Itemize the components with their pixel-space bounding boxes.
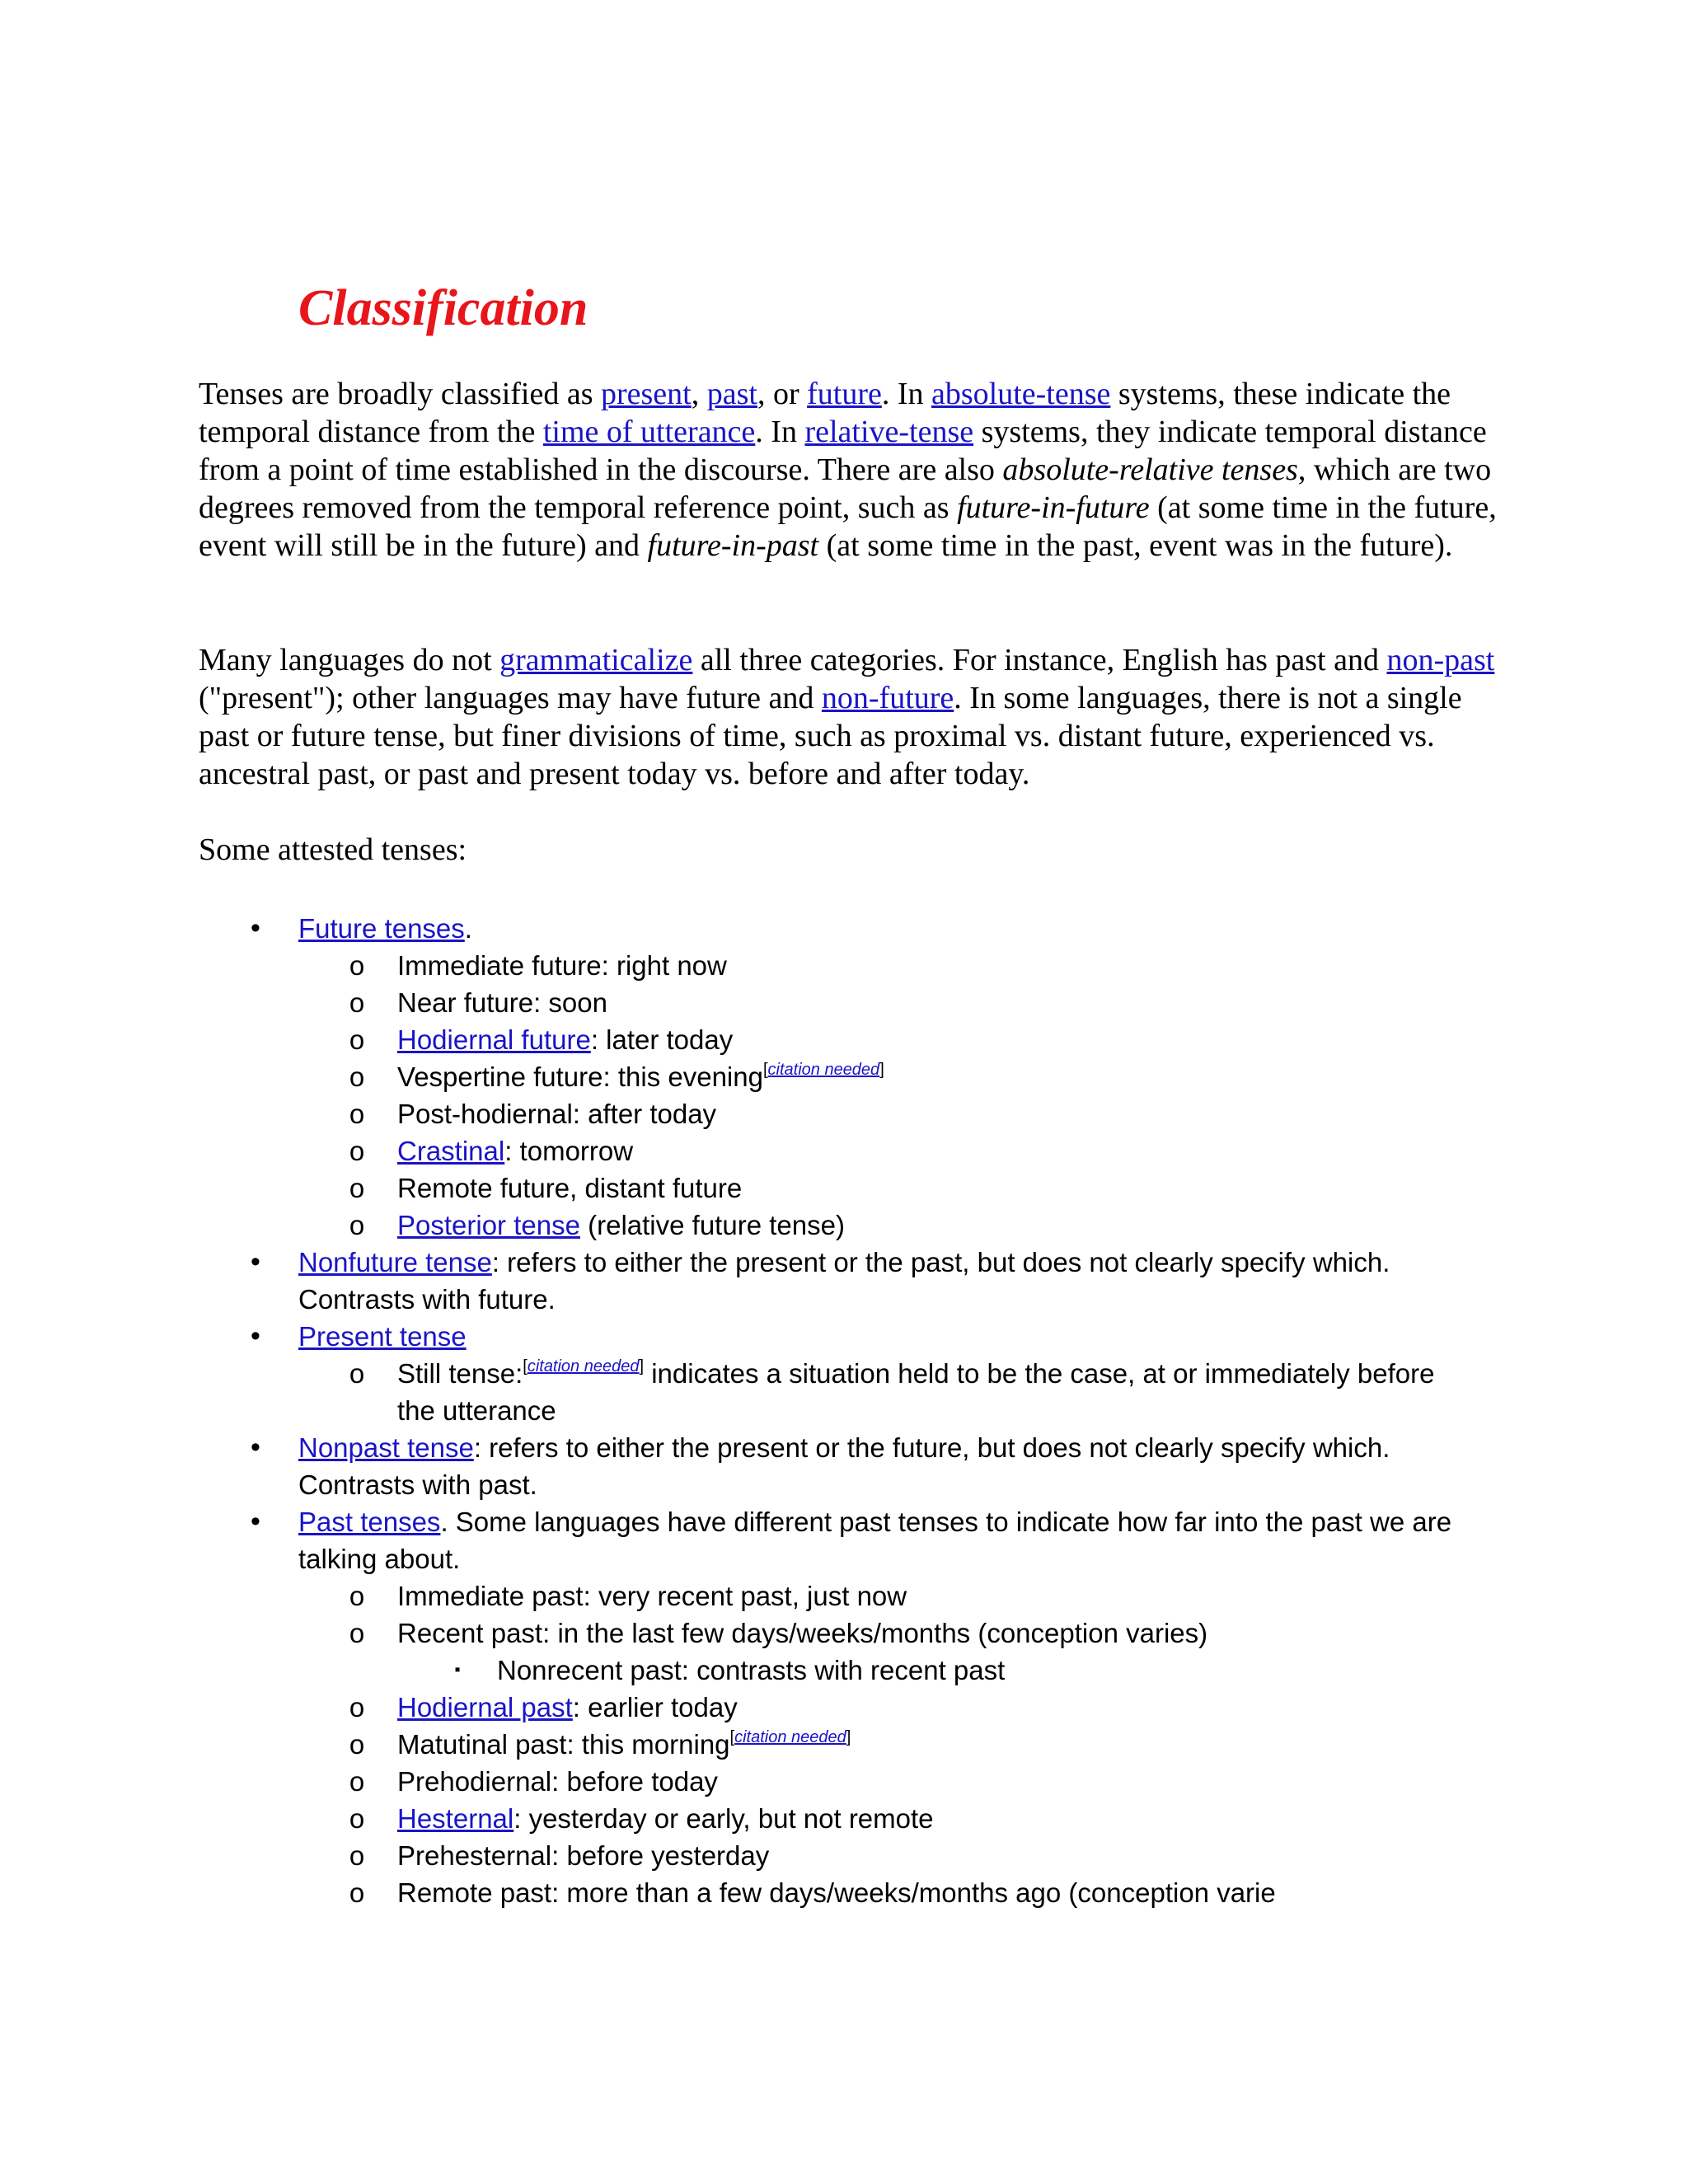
list-item-text-continued: Contrasts with future. <box>298 1284 556 1315</box>
bullet-circle-icon: o <box>349 1766 365 1797</box>
text-run: Immediate past: very recent past, just now <box>397 1581 907 1611</box>
text-run: Matutinal past: this morning <box>397 1729 730 1760</box>
list-item-text <box>397 1095 716 1132</box>
list-item-text <box>397 1689 738 1726</box>
bullet-circle-icon: o <box>349 1062 365 1092</box>
text-run: . Some languages have different past tenses to indicate how far into the past we are <box>440 1507 1452 1537</box>
link-present[interactable]: present <box>601 377 692 411</box>
list-item-text <box>298 1503 1451 1540</box>
link-hesternal[interactable]: Hesternal <box>397 1803 514 1834</box>
list-item <box>0 1763 1688 1800</box>
text-run: Recent past: in the last few days/weeks/months (conception varies) <box>397 1618 1208 1648</box>
text-run: (at some time in the past, event was in the future). <box>818 528 1453 563</box>
list-item-text <box>397 1615 1207 1652</box>
text-run: Many languages do not <box>199 643 500 677</box>
list-item-text <box>397 1726 851 1763</box>
list-item-text <box>397 1800 934 1837</box>
list-item-text <box>298 1244 1390 1281</box>
link-future[interactable]: future <box>807 377 882 411</box>
italic-term: future-in-past <box>647 528 819 563</box>
list-item-continuation <box>0 1392 1688 1429</box>
bullet-circle-icon: o <box>349 1803 365 1834</box>
text-run: (at some time in the future, event will still be in the future) and <box>199 490 1497 563</box>
list-item <box>0 1021 1688 1058</box>
list-item-text <box>397 1169 742 1207</box>
text-run: : refers to either the present or the past, but does not clearly specify which. <box>491 1247 1390 1277</box>
text-run: Near future: soon <box>397 987 607 1018</box>
citation-needed-note: [citation needed] <box>762 1061 884 1079</box>
text-run: Tenses are broadly classified as <box>199 377 601 411</box>
list-item <box>0 1577 1688 1615</box>
text-run: , <box>691 377 707 411</box>
bullet-circle-icon: o <box>349 950 365 981</box>
paragraph-attested-intro <box>199 831 1501 869</box>
text-run: Post-hodiernal: after today <box>397 1099 717 1129</box>
text-run: Some attested tenses: <box>199 832 467 867</box>
link-absolute-tense[interactable]: absolute-tense <box>931 377 1111 411</box>
list-item <box>0 1689 1688 1726</box>
section-heading: Classification <box>298 280 588 336</box>
text-run: Remote future, distant future <box>397 1173 743 1203</box>
list-item <box>0 910 1688 947</box>
text-run: (relative future tense) <box>579 1210 845 1240</box>
list-item <box>0 1615 1688 1652</box>
list-item-text <box>397 1837 769 1874</box>
citation-needed-note: [citation needed] <box>729 1728 851 1746</box>
list-item-text <box>397 1207 845 1244</box>
list-item-text <box>397 1132 633 1169</box>
text-run: systems, they indicate temporal distance from a point of time established in the discourse. There are also <box>199 415 1487 487</box>
text-run: . In some languages, there is not a single past or future tense, but finer divisions of time, such as proximal vs. distant future, experienced vs. ancestral past, or past and present today vs. before and after today. <box>199 681 1462 791</box>
bullet-disc-icon: • <box>251 1320 260 1352</box>
list-item <box>0 947 1688 984</box>
link-grammaticalize[interactable]: grammaticalize <box>499 643 693 677</box>
list-item <box>0 1355 1688 1392</box>
bullet-circle-icon: o <box>349 1692 365 1722</box>
link-crastinal[interactable]: Crastinal <box>397 1136 505 1166</box>
bullet-circle-icon: o <box>349 1581 365 1611</box>
italic-term: future-in-future <box>957 490 1150 525</box>
list-item-text <box>397 1577 907 1615</box>
list-item <box>0 1800 1688 1837</box>
bullet-circle-icon: o <box>349 1136 365 1166</box>
citation-needed-link[interactable]: citation needed <box>527 1357 640 1376</box>
link-future-tenses[interactable]: Future tenses <box>298 913 465 944</box>
list-item-text <box>397 1021 733 1058</box>
bullet-circle-icon: o <box>349 1877 365 1908</box>
bullet-circle-icon: o <box>349 1099 365 1129</box>
list-item-continuation <box>0 1281 1688 1318</box>
list-item-continuation <box>0 1540 1688 1577</box>
link-past-tenses[interactable]: Past tenses <box>298 1507 441 1537</box>
bullet-disc-icon: • <box>251 912 260 944</box>
bullet-circle-icon: o <box>349 1840 365 1871</box>
list-item-text-continued: the utterance <box>397 1395 556 1426</box>
bullet-circle-icon: o <box>349 987 365 1018</box>
list-item <box>0 1874 1688 1911</box>
link-time-of-utterance[interactable]: time of utterance <box>542 415 756 449</box>
list-item-continuation <box>0 1466 1688 1503</box>
text-run: : earlier today <box>572 1692 738 1722</box>
list-item <box>0 1095 1688 1132</box>
text-run: . In <box>755 415 805 449</box>
text-run: , or <box>757 377 808 411</box>
text-run: ("present"); other languages may have future and <box>199 681 822 715</box>
list-item-text <box>298 1429 1390 1466</box>
list-item-text <box>397 1763 718 1800</box>
list-item <box>0 1207 1688 1244</box>
text-run: Remote past: more than a few days/weeks/months ago (conception varie <box>397 1877 1276 1908</box>
list-item-text <box>397 1874 1276 1911</box>
list-item <box>0 984 1688 1021</box>
list-item <box>0 1132 1688 1169</box>
list-item-text <box>397 1058 884 1095</box>
bullet-circle-icon: o <box>349 1173 365 1203</box>
text-run: all three categories. For instance, English has past and <box>692 643 1387 677</box>
list-item-text <box>497 1652 1005 1689</box>
link-nonpast-tense[interactable]: Nonpast tense <box>298 1432 474 1463</box>
text-run: : refers to either the present or the future, but does not clearly specify which. <box>473 1432 1390 1463</box>
link-hodiernal-past[interactable]: Hodiernal past <box>397 1692 573 1722</box>
list-item <box>0 1429 1688 1466</box>
list-item <box>0 1652 1688 1689</box>
link-non-past[interactable]: non-past <box>1386 643 1495 677</box>
text-run: Prehodiernal: before today <box>397 1766 718 1797</box>
text-run: indicates a situation held to be the case, at or immediately before <box>644 1358 1435 1389</box>
list-item-text-continued: talking about. <box>298 1544 461 1574</box>
list-item-text <box>397 947 727 984</box>
list-item <box>0 1058 1688 1095</box>
list-item <box>0 1503 1688 1540</box>
italic-term: absolute-relative tenses <box>1002 452 1298 487</box>
text-run: Still tense: <box>397 1358 523 1389</box>
list-item <box>0 1169 1688 1207</box>
text-run: : tomorrow <box>504 1136 634 1166</box>
link-present-tense[interactable]: Present tense <box>298 1321 467 1352</box>
bullet-circle-icon: o <box>349 1024 365 1055</box>
list-item-text <box>397 1355 1434 1392</box>
link-hodiernal-future[interactable]: Hodiernal future <box>397 1024 591 1055</box>
text-run: : yesterday or early, but not remote <box>513 1803 934 1834</box>
list-item-text <box>298 910 472 947</box>
text-run: . <box>464 913 472 944</box>
bullet-disc-icon: • <box>251 1432 260 1463</box>
link-non-future[interactable]: non-future <box>821 681 954 715</box>
list-item <box>0 1318 1688 1355</box>
text-run: Prehesternal: before yesterday <box>397 1840 770 1871</box>
link-nonfuture-tense[interactable]: Nonfuture tense <box>298 1247 492 1277</box>
link-relative-tense[interactable]: relative-tense <box>804 415 974 449</box>
citation-needed-note: [citation needed] <box>523 1357 645 1376</box>
list-item-text <box>298 1318 467 1355</box>
paragraph-grammaticalization <box>199 641 1501 793</box>
text-run: Nonrecent past: contrasts with recent past <box>497 1655 1006 1685</box>
citation-needed-link[interactable]: citation needed <box>767 1061 880 1079</box>
text-run: : later today <box>590 1024 734 1055</box>
bullet-circle-icon: o <box>349 1210 365 1240</box>
bullet-circle-icon: o <box>349 1618 365 1648</box>
bullet-circle-icon: o <box>349 1358 365 1389</box>
bullet-square-icon: ▪ <box>454 1661 461 1679</box>
list-item-text <box>397 984 607 1021</box>
paragraph-tense-classification <box>199 375 1501 565</box>
bullet-disc-icon: • <box>251 1506 260 1537</box>
text-run: Vespertine future: this evening <box>397 1062 763 1092</box>
text-run: . In <box>881 377 931 411</box>
list-item <box>0 1244 1688 1281</box>
link-posterior-tense[interactable]: Posterior tense <box>397 1210 580 1240</box>
text-run: systems, these indicate the temporal distance from the <box>199 377 1451 449</box>
bullet-circle-icon: o <box>349 1729 365 1760</box>
bullet-disc-icon: • <box>251 1246 260 1277</box>
list-item <box>0 1837 1688 1874</box>
text-run: Immediate future: right now <box>397 950 727 981</box>
citation-needed-link[interactable]: citation needed <box>734 1728 846 1746</box>
list-item <box>0 1726 1688 1763</box>
link-past[interactable]: past <box>706 377 757 411</box>
list-item-text-continued: Contrasts with past. <box>298 1469 537 1500</box>
text-run: , which are two degrees removed from the temporal reference point, such as <box>199 452 1492 525</box>
